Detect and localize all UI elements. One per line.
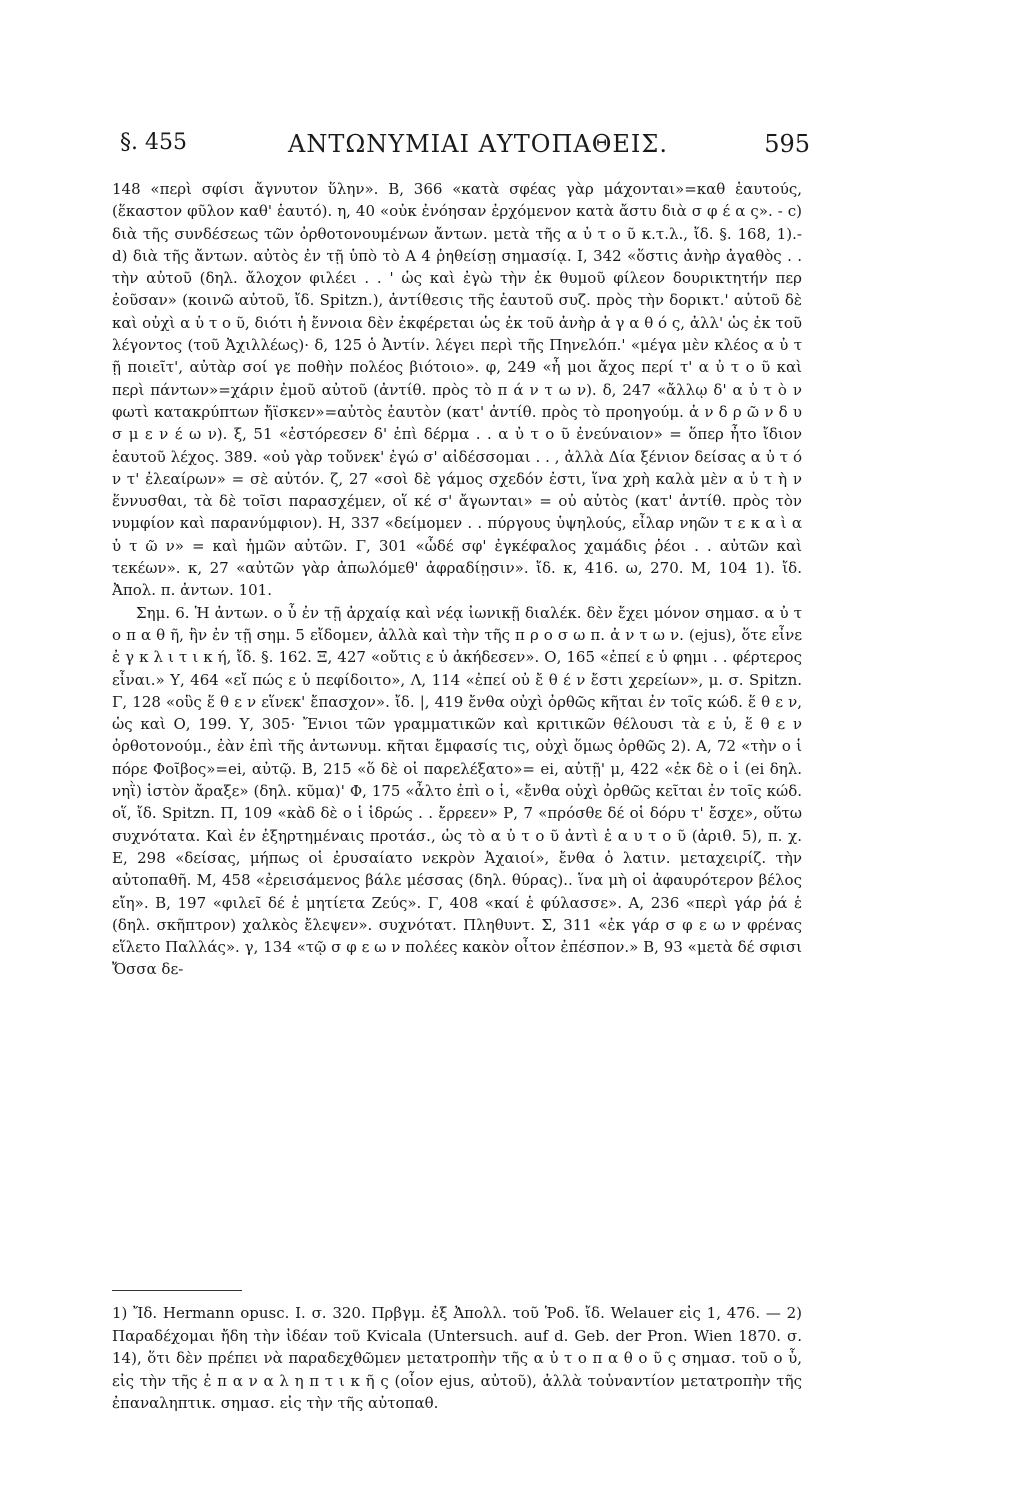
footnote: 1) Ἴδ. Hermann opusc. I. σ. 320. Πρβγμ. ἐξ Ἀπολλ. τοῦ Ῥοδ. ἴδ. Welauer εἰς 1, 476. — 2) Παραδέχομαι ἤδη τὴν ἰδέαν τοῦ Kvicala (Untersuch. auf d. Geb. der Pron. Wien 1870. σ. 14), ὅτι δὲν πρέπει νὰ παραδεχθῶμεν μετατροπὴν τῆς α ὐ τ ο π α θ ο ῦ ς σημασ. τοῦ ο ὗ, εἰς τὴν τῆς ἐ π α ν α λ η π τ ι κ ῆ ς (οἷον ejus, αὐτοῦ), ἀλλὰ τοὐναντίον μετατροπὴν τῆς ἐπαναληπτικ. σημασ. εἰς τὴν τῆς αὐτοπαθ. [112,1304,802,1412]
page-number: 595 [764,130,810,158]
running-title: ΑΝΤΩΝΥΜΙΑΙ ΑΥΤΟΠΑΘΕΙΣ. [288,130,668,158]
remark-paragraph: Σημ. 6. Ἡ ἀντων. ο ὗ ἐν τῇ ἀρχαίᾳ καὶ νέᾳ ἰωνικῇ διαλέκ. δὲν ἔχει μόνον σημασ. α ὐ τ ο π α θ ῆ, ἣν ἐν τῇ σημ. 5 εἴδομεν, ἀλλὰ καὶ τὴν τῆς π ρ ο σ ω π. ἀ ν τ ω ν. (ejus), ὅτε εἶνε ἐ γ κ λ ι τ ι κ ή, ἴδ. §. 162. Ξ, 427 «οὔτις ε ὑ ἀκήδεσεν». Ο, 165 «ἐπεί ε ὑ φημι . . φέρτερος εἶναι.» Υ, 464 «εἴ πώς ε ὑ πεφίδοιτο», Λ, 114 «ἐπεί οὐ ἔ θ έ ν ἔστι χερείων», μ. σ. Spitzn. Γ, 128 «οὓς ἕ θ ε ν εἵνεκ' ἔπασχον». ἴδ. |, 419 ἔνθα οὐχὶ ὀρθῶς κῆται ἐν τοῖς κώδ. ἕ θ ε ν, ὡς καὶ Ο, 199. Υ, 305· Ἔνιοι τῶν γραμματικῶν καὶ κριτικῶν θέλουσι τὰ ε ὑ, ἕ θ ε ν ὀρθοτονούμ., ἐὰν ἐπὶ τῆς ἀντωνυμ. κῆται ἔμφασίς τις, οὐχὶ ὅμως ὀρθῶς 2). Α, 72 «τὴν ο ἱ πόρε Φοῖβος»=ei, αὐτῷ. Β, 215 «ὅ δὲ οἱ παρελέξατο»= ei, αὐτῇ' μ, 422 «ἐκ δὲ ο ἱ (ei δηλ. νηῒ) ἱστὸν ἄραξε» (δηλ. κῦμα)' Φ, 175 «ἆλτο ἐπὶ ο ἱ, «ἔνθα οὐχὶ ὀρθῶς κεῖται ἐν τοῖς κώδ. οἵ, ἴδ. Spitzn. Π, 109 «κὰδ δὲ ο ἱ ἱδρώς . . ἔρρεεν» Ρ, 7 «πρόσθε δέ οἱ δόρυ τ' ἔσχε», οὕτω συχνότατα. Καὶ ἐν ἐξηρτημέναις προτάσ., ὡς τὸ α ὐ τ ο ῦ ἀντὶ ἑ α υ τ ο ῦ (ἀριθ. 5), π. χ. Ε, 298 «δείσας, μήπως οἱ ἐρυσαίατο νεκρὸν Ἀχαιοί», ἔνθα ὁ λατιν. μεταχειρίζ. τὴν αὐτοπαθῆ. Μ, 458 «ἐρεισάμενος βάλε μέσσας (δηλ. θύρας).. ἵνα μὴ οἱ ἀφαυρότερον βέλος εἴη». Β, 197 «φιλεῖ δέ ἑ μητίετα Ζεύς». Γ, 408 «καί ἑ φύλασσε». Α, 236 «περὶ γάρ ῥά ἑ (δηλ. σκῆπτρον) χαλκὸς ἔλεψεν». συχνότατ. Πληθυντ. Σ, 311 «ἐκ γάρ σ φ ε ω ν φρένας εἵλετο Παλλάς». γ, 134 «τῷ σ φ ε ω ν πολέες κακὸν οἶτον ἐπέσπον.» Β, 93 «μετὰ δέ σφισι Ὄσσα δε- [112,603,802,979]
section-number: §. 455 [120,130,187,155]
main-text [112,178,802,981]
footnote-rule [112,1290,242,1291]
paragraph: 148 «περὶ σφίσι ἄγνυτον ὕλην». Β, 366 «κατὰ σφέας γὰρ μάχονται»=καθ ἑαυτούς, (ἕκαστον φῦλον καθ' ἑαυτό). η, 40 «οὐκ ἐνόησαν ἐρχόμενον κατὰ ἄστυ διὰ σ φ έ α ς». - c) διὰ τῆς συνδέσεως τῶν ὀρθοτονουμένων ἄντων. μετὰ τῆς α ὐ τ ο ῦ κ.τ.λ., ἴδ. §. 168, 1).- d) διὰ τῆς ἄντων. αὐτὸς ἐν τῇ ὑπὸ τὸ Α 4 ῥηθείσῃ σημασίᾳ. Ι, 342 «ὅστις ἀνὴρ ἀγαθὸς . . τὴν αὐτοῦ (δηλ. ἄλοχον φιλέει . . ' ὡς καὶ ἐγὼ τὴν ἐκ θυμοῦ φίλεον δουρικτητήν περ ἐοῦσαν» (κοινῶ αὐτοῦ, ἴδ. Spitzn.), ἀντίθεσις τῆς ἑαυτοῦ συζ. πρὸς τὴν δορικτ.' αὐτοῦ δὲ καὶ οὐχὶ α ὑ τ ο ῦ, διότι ἡ ἔννοια δὲν ἐκφέρεται ὡς ἐκ τοῦ ἀνὴρ ἀ γ α θ ό ς, ἀλλ' ὡς ἐκ τοῦ λέγοντος (τοῦ Ἀχιλλέως)· δ, 125 ὁ Ἀντίν. λέγει περὶ τῆς Πηνελόπ.' «μέγα μὲν κλέος α ὐ τ ῇ ποιεῖτ', αὐτὰρ σοί γε ποθὴν πολέος βιότοιο». φ, 249 «ἦ μοι ἄχος περί τ' α ὐ τ ο ῦ καὶ περὶ πάντων»=χάριν ἐμοῦ αὐτοῦ (ἀντίθ. πρὸς τὸ π ά ν τ ω ν). δ, 247 «ἄλλῳ δ' α ὐ τ ὸ ν φωτὶ κατακρύπτων ἤϊσκεν»=αὐτὸς ἑαυτὸν (κατ' ἀντίθ. πρὸς τὸ προηγούμ. ἀ ν δ ρ ῶ ν δ υ σ μ ε ν έ ω ν). ξ, 51 «ἐστόρεσεν δ' ἐπὶ δέρμα . . α ὐ τ ο ῦ ἐνεύναιον» = ὅπερ ἦτο ἴδιον ἑαυτοῦ λέχος. 389. «οὐ γὰρ τοὔνεκ' ἐγώ σ' αἰδέσσομαι . . , ἀλλὰ Δία ξένιον δείσας α ὐ τ ό ν τ' ἐλεαίρων» = σὲ αὐτόν. ζ, 27 «σοὶ δὲ γάμος σχεδόν ἐστι, ἵνα χρὴ καλὰ μὲν α ὐ τ ὴ ν ἕννυσθαι, τὰ δὲ τοῖσι παρασχέμεν, οἵ κέ σ' ἄγωνται» = οὐ αὐτὸς (κατ' ἀντίθ. πρὸς τὸν νυμφίον καὶ παρανύμφιον). Η, 337 «δείμομεν . . πύργους ὑψηλούς, εἶλαρ νηῶν τ ε κ α ὶ α ὐ τ ῶ ν» = καὶ ἡμῶν αὐτῶν. Γ, 301 «ὧδέ σφ' ἐγκέφαλος χαμάδις ῥέοι . . αὐτῶν καὶ τεκέων». κ, 27 «αὐτῶν γὰρ ἀπωλόμεθ' ἀφραδίῃσιν». ἴδ. κ, 416. ω, 270. Μ, 104 1). ἴδ. Ἀπολ. π. ἀντων. 101. [112,180,802,600]
running-header [120,118,810,158]
footnotes [112,1302,802,1415]
